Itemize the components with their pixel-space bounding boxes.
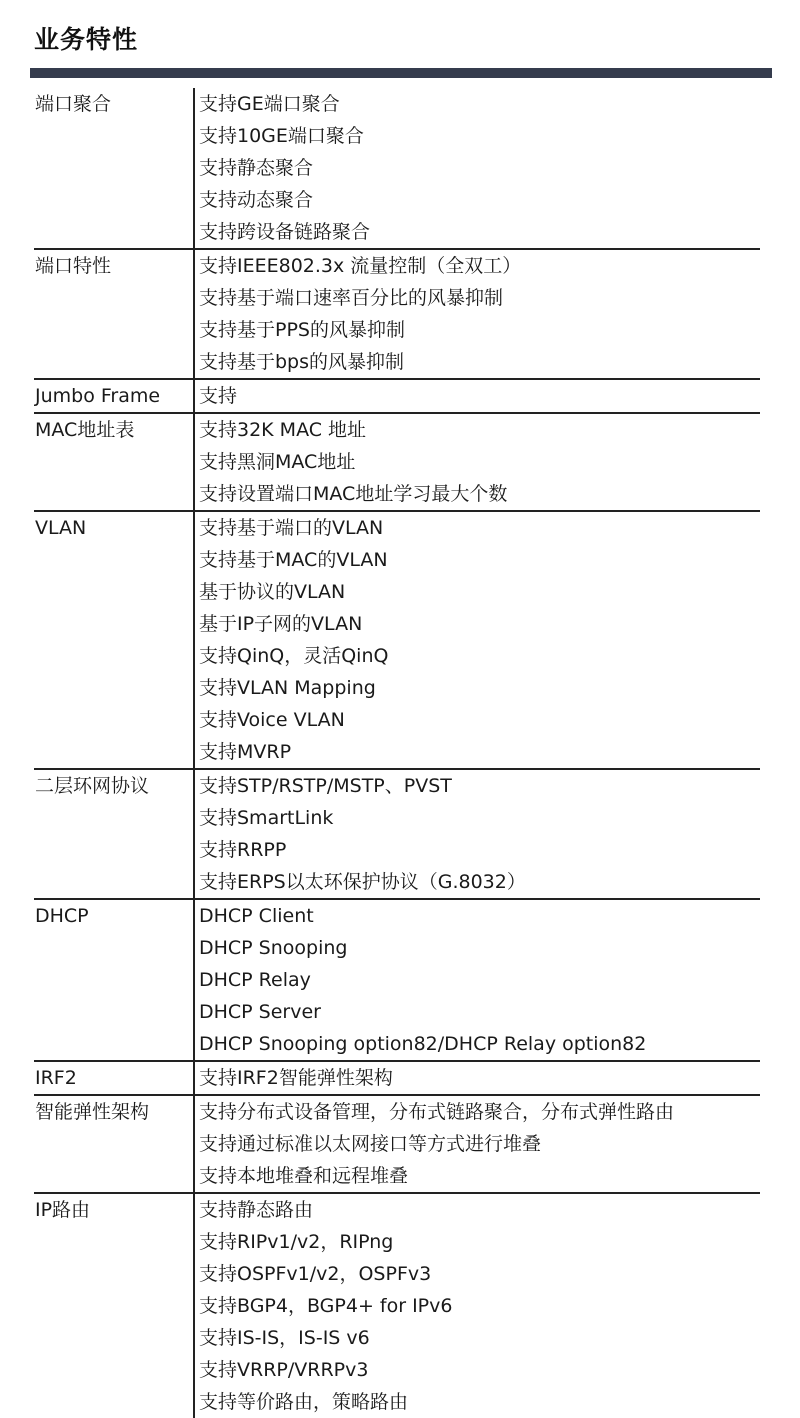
spec-value: 支持基于PPS的风暴抑制 bbox=[199, 319, 405, 341]
spec-values bbox=[193, 250, 760, 378]
spec-row bbox=[34, 512, 760, 770]
spec-value: 支持IRF2智能弹性架构 bbox=[199, 1067, 393, 1089]
spec-category: 智能弹性架构 bbox=[35, 1101, 150, 1123]
spec-category: MAC地址表 bbox=[35, 419, 135, 441]
spec-row bbox=[34, 414, 760, 512]
spec-value: 支持32K MAC 地址 bbox=[199, 419, 367, 441]
spec-row bbox=[34, 770, 760, 900]
spec-value: 支持IS-IS，IS-IS v6 bbox=[199, 1327, 370, 1349]
spec-value: 支持动态聚合 bbox=[199, 189, 314, 211]
spec-values bbox=[193, 900, 760, 1060]
spec-value: 支持OSPFv1/v2，OSPFv3 bbox=[199, 1263, 432, 1285]
spec-category: Jumbo Frame bbox=[35, 385, 161, 407]
spec-value: 基于协议的VLAN bbox=[199, 581, 346, 603]
spec-category: 端口特性 bbox=[35, 255, 112, 277]
spec-value: DHCP Snooping option82/DHCP Relay option82 bbox=[199, 1033, 647, 1055]
spec-category: DHCP bbox=[35, 905, 89, 927]
spec-value: 支持设置端口MAC地址学习最大个数 bbox=[199, 483, 508, 505]
spec-values bbox=[193, 1194, 760, 1418]
spec-value: 支持RIPv1/v2，RIPng bbox=[199, 1231, 394, 1253]
spec-value: 支持 bbox=[199, 385, 238, 407]
spec-values bbox=[193, 1096, 760, 1192]
spec-category: VLAN bbox=[35, 517, 87, 539]
spec-values bbox=[193, 88, 760, 248]
spec-category: IP路由 bbox=[35, 1199, 91, 1221]
spec-value: 支持QinQ，灵活QinQ bbox=[199, 645, 389, 667]
spec-value: DHCP Snooping bbox=[199, 937, 348, 959]
spec-value: 支持GE端口聚合 bbox=[199, 93, 340, 115]
spec-value: 支持MVRP bbox=[199, 741, 292, 763]
spec-value: 支持BGP4，BGP4+ for IPv6 bbox=[199, 1295, 453, 1317]
spec-value: 支持SmartLink bbox=[199, 807, 334, 829]
spec-values bbox=[193, 414, 760, 510]
spec-value: 支持跨设备链路聚合 bbox=[199, 221, 371, 243]
spec-value: 支持Voice VLAN bbox=[199, 709, 345, 731]
spec-value: 支持IEEE802.3x 流量控制（全双工） bbox=[199, 255, 522, 277]
spec-value: 支持本地堆叠和远程堆叠 bbox=[199, 1165, 409, 1187]
spec-value: DHCP Relay bbox=[199, 969, 311, 991]
spec-value: 支持静态路由 bbox=[199, 1199, 314, 1221]
spec-value: 支持等价路由，策略路由 bbox=[199, 1391, 409, 1413]
spec-value: 支持STP/RSTP/MSTP、PVST bbox=[199, 775, 452, 797]
spec-value: 支持分布式设备管理，分布式链路聚合，分布式弹性路由 bbox=[199, 1101, 675, 1123]
spec-row bbox=[34, 1194, 760, 1418]
spec-value: 支持基于bps的风暴抑制 bbox=[199, 351, 405, 373]
spec-category: IRF2 bbox=[35, 1067, 77, 1089]
spec-value: DHCP Client bbox=[199, 905, 314, 927]
spec-value: 支持基于端口速率百分比的风暴抑制 bbox=[199, 287, 504, 309]
spec-value: 支持10GE端口聚合 bbox=[199, 125, 364, 147]
spec-value: 基于IP子网的VLAN bbox=[199, 613, 363, 635]
spec-values bbox=[193, 770, 760, 898]
spec-row bbox=[34, 900, 760, 1062]
spec-row bbox=[34, 1096, 760, 1194]
spec-value: 支持静态聚合 bbox=[199, 157, 314, 179]
spec-row bbox=[34, 250, 760, 380]
spec-value: 支持VLAN Mapping bbox=[199, 677, 376, 699]
spec-values bbox=[193, 380, 760, 412]
spec-value: 支持黑洞MAC地址 bbox=[199, 451, 356, 473]
spec-values bbox=[193, 1062, 760, 1094]
spec-value: 支持通过标准以太网接口等方式进行堆叠 bbox=[199, 1133, 542, 1155]
spec-value: 支持VRRP/VRRPv3 bbox=[199, 1359, 369, 1381]
spec-value: 支持基于端口的VLAN bbox=[199, 517, 384, 539]
spec-value: 支持RRPP bbox=[199, 839, 287, 861]
spec-category: 二层环网协议 bbox=[35, 775, 150, 797]
spec-value: 支持ERPS以太环保护协议（G.8032） bbox=[199, 871, 526, 893]
spec-table bbox=[34, 88, 760, 1418]
spec-value: DHCP Server bbox=[199, 1001, 321, 1023]
spec-row bbox=[34, 380, 760, 414]
spec-value: 支持基于MAC的VLAN bbox=[199, 549, 388, 571]
title-divider-bar bbox=[30, 68, 772, 78]
spec-row bbox=[34, 88, 760, 250]
spec-category: 端口聚合 bbox=[35, 93, 112, 115]
spec-row bbox=[34, 1062, 760, 1096]
page-title: 业务特性 bbox=[34, 25, 139, 54]
spec-values bbox=[193, 512, 760, 768]
